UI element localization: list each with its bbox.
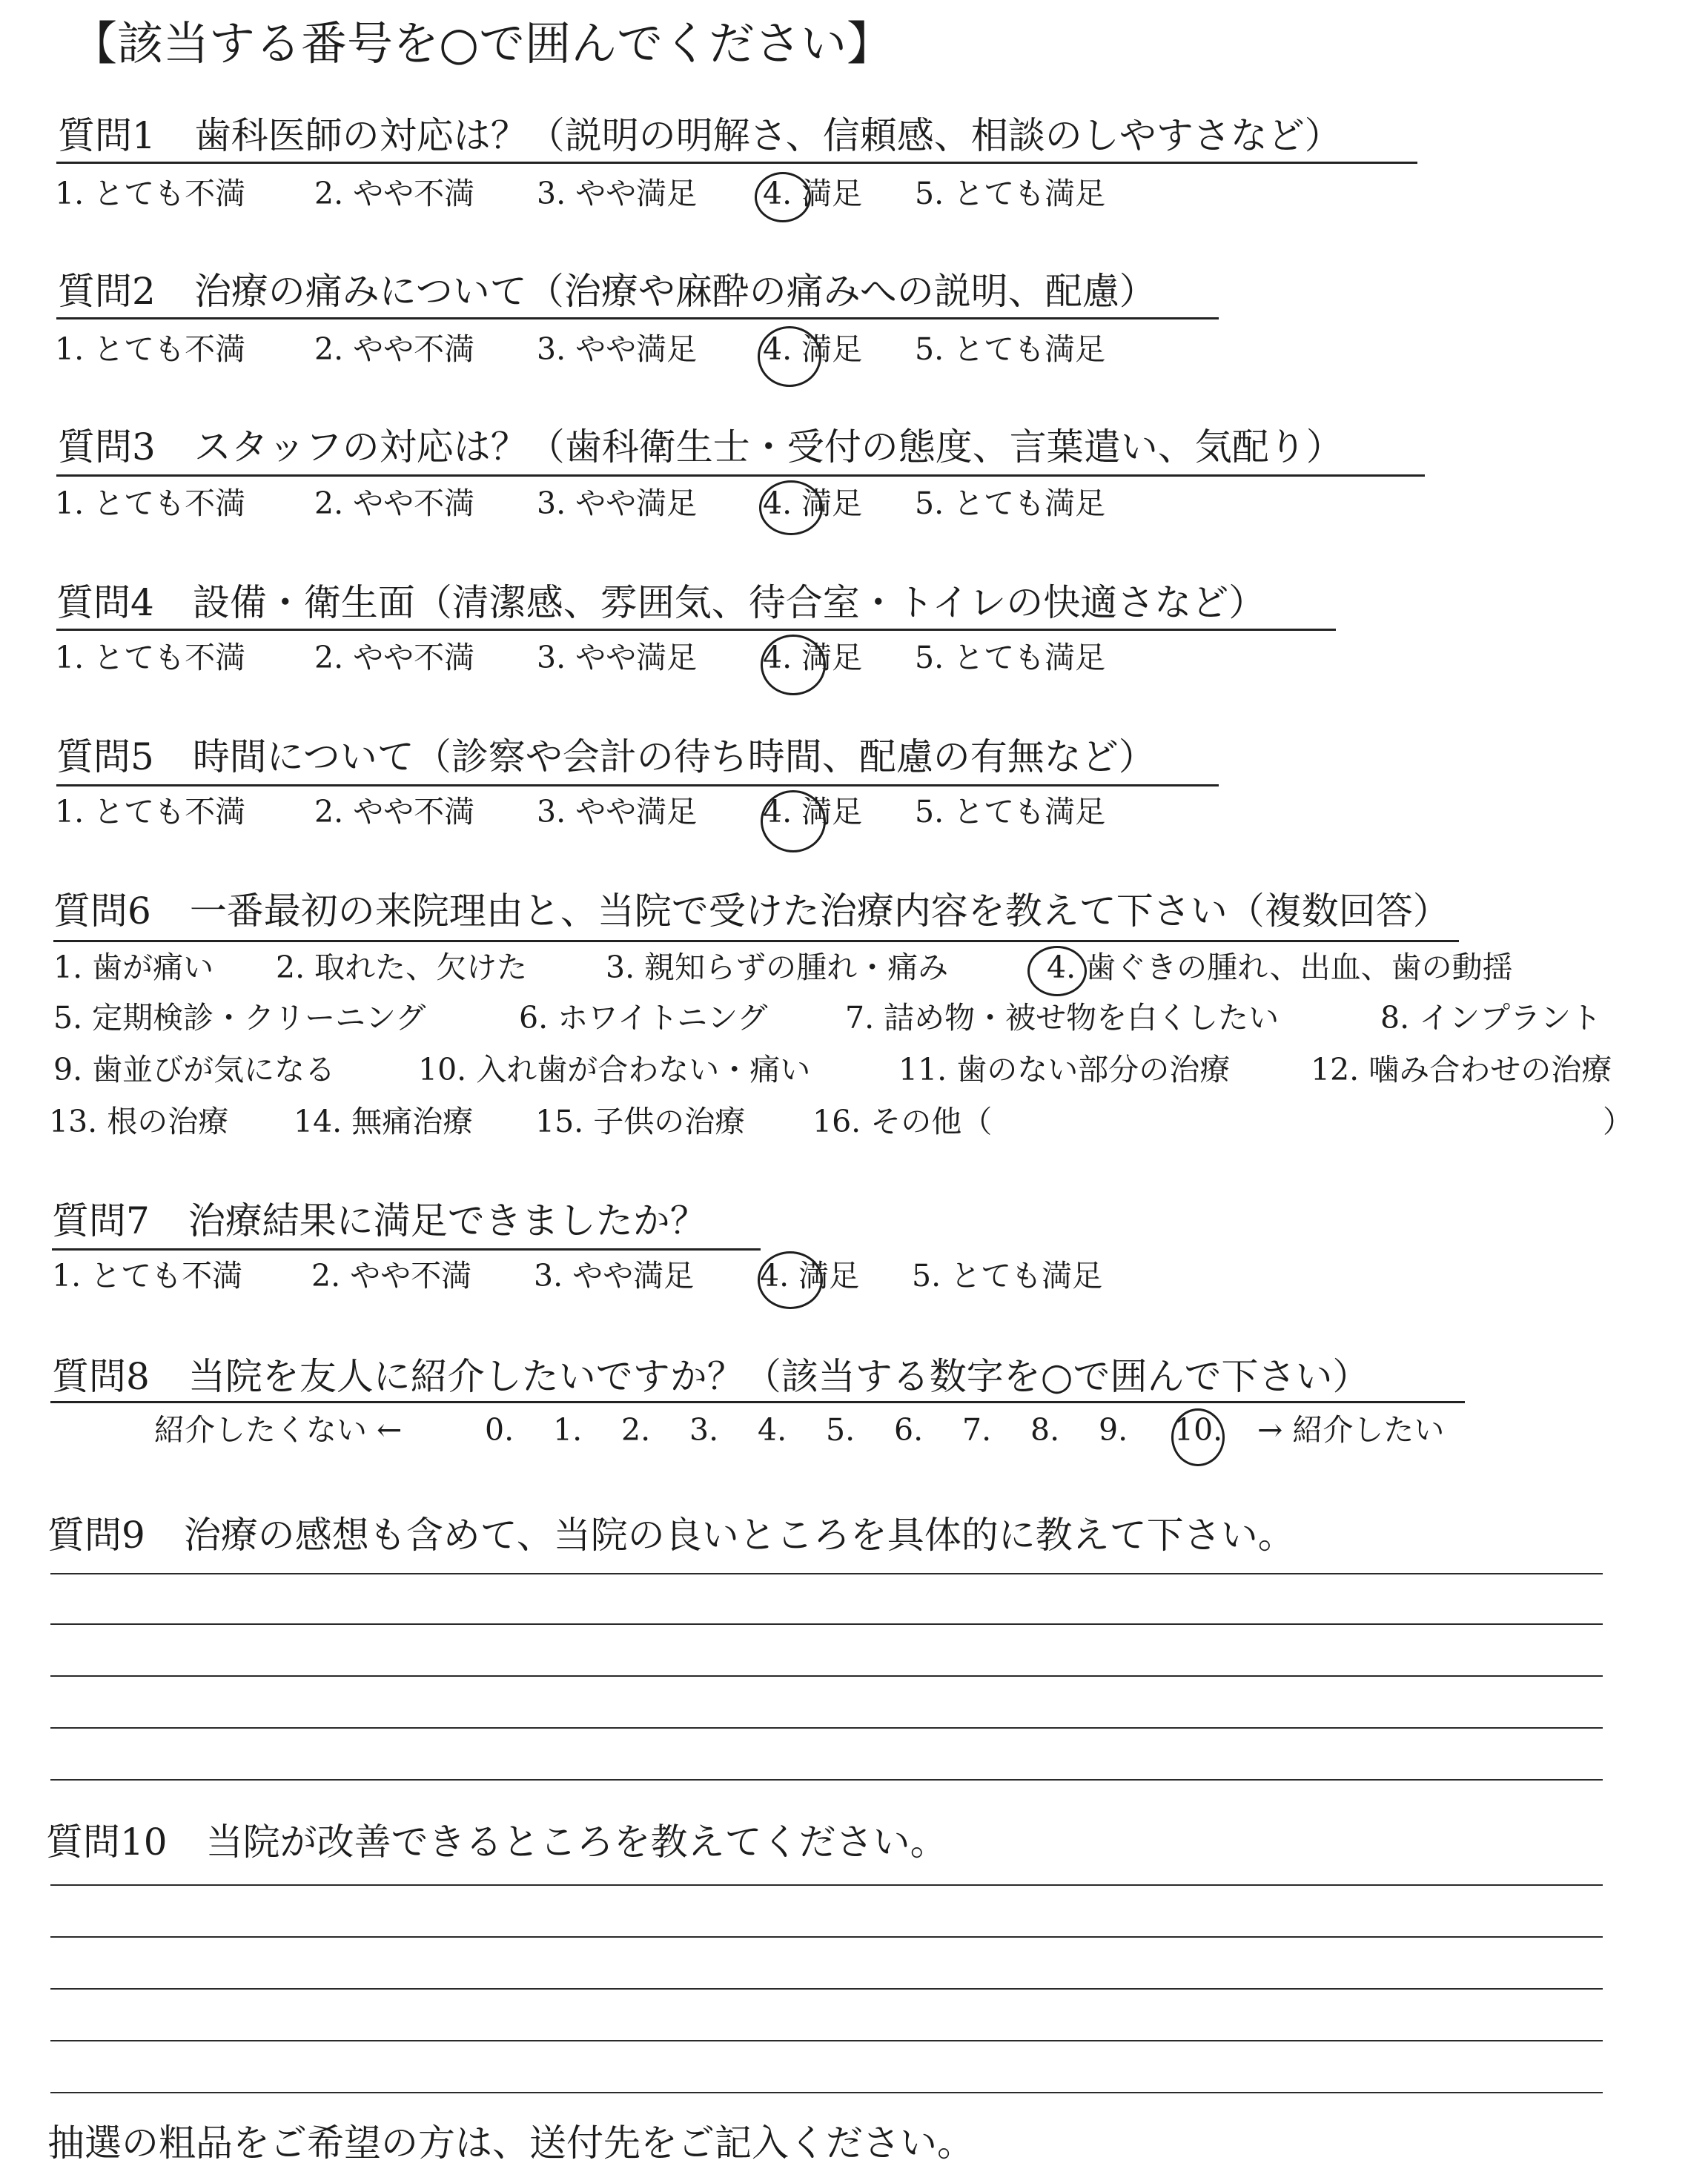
- question-text: 時間について（診察や会計の待ち時間、配慮の有無など）: [192, 735, 1156, 778]
- question-6-heading: [53, 888, 1450, 934]
- question-underline: [56, 784, 1219, 786]
- question-text: 治療の感想も含めて、当院の良いところを具体的に教えて下さい。: [183, 1514, 1295, 1557]
- reason-option[interactable]: 11. 歯のない部分の治療: [898, 1052, 1231, 1087]
- question-3-options: [55, 483, 1241, 523]
- footer-note: 抽選の粗品をご希望の方は、送付先をご記入ください。: [47, 2122, 974, 2165]
- option-3[interactable]: 3. やや満足: [537, 176, 698, 211]
- question-number: 質問10: [46, 1821, 168, 1864]
- scale-value[interactable]: 5.: [826, 1412, 855, 1448]
- option-1[interactable]: 1. とても不満: [55, 176, 246, 211]
- reason-option[interactable]: 7. 詰め物・被せ物を白くしたい: [845, 1000, 1280, 1036]
- other-close-paren: ）: [1603, 1104, 1633, 1139]
- question-text: 治療の痛みについて（治療や麻酔の痛みへの説明、配慮）: [193, 270, 1156, 313]
- scale-value[interactable]: 7.: [962, 1412, 992, 1448]
- question-4-options: [55, 637, 1241, 678]
- reason-option[interactable]: 10. 入れ歯が合わない・痛い: [418, 1052, 811, 1087]
- answer-line[interactable]: [50, 1623, 1603, 1625]
- question-underline: [56, 629, 1336, 631]
- question-underline: [52, 1248, 761, 1251]
- answer-line[interactable]: [50, 1727, 1603, 1729]
- question-6-options-row-4: [49, 1102, 1680, 1142]
- page-title: 【該当する番号を○で囲んでください】: [71, 16, 893, 70]
- option-4[interactable]: 4. 満足: [763, 794, 863, 829]
- answer-line[interactable]: [50, 1573, 1603, 1574]
- option-3[interactable]: 3. やや満足: [537, 640, 698, 675]
- scale-value[interactable]: 4.: [758, 1412, 787, 1448]
- reason-option[interactable]: 3. 親知らずの腫れ・痛み: [606, 950, 949, 985]
- option-5[interactable]: 5. とても満足: [915, 486, 1106, 521]
- question-text: スタッフの対応は？（歯科衛生士・受付の態度、言葉遣い、気配り）: [193, 425, 1343, 468]
- question-number: 質問1: [58, 114, 156, 157]
- selection-circle: [758, 326, 821, 387]
- question-number: 質問2: [58, 270, 156, 313]
- reason-option[interactable]: 1. 歯が痛い: [53, 950, 214, 985]
- question-number: 質問5: [56, 735, 154, 778]
- option-1[interactable]: 1. とても不満: [55, 331, 246, 367]
- selection-circle: [758, 1251, 823, 1309]
- scale-value[interactable]: 10.: [1174, 1412, 1223, 1448]
- selection-circle: [1027, 946, 1087, 996]
- scale-left-label: 紹介したくない ←: [154, 1412, 403, 1448]
- reason-option[interactable]: 9. 歯並びが気になる: [53, 1052, 336, 1087]
- question-underline: [56, 474, 1425, 477]
- question-number: 質問4: [56, 581, 154, 624]
- option-2[interactable]: 2. やや不満: [311, 1258, 472, 1294]
- option-3[interactable]: 3. やや満足: [537, 331, 698, 367]
- question-3-heading: [58, 424, 1343, 470]
- selection-circle: [1171, 1408, 1225, 1466]
- question-text: 歯科医師の対応は？（説明の明解さ、信頼感、相談のしやすさなど）: [193, 114, 1342, 157]
- question-text: 当院を友人に紹介したいですか？（該当する数字を○で囲んで下さい）: [188, 1355, 1370, 1398]
- question-4-heading: [56, 580, 1265, 626]
- scale-value[interactable]: 3.: [689, 1412, 719, 1448]
- scale-value[interactable]: 6.: [894, 1412, 924, 1448]
- scale-value[interactable]: 1.: [553, 1412, 583, 1448]
- question-underline: [56, 162, 1417, 164]
- reason-option[interactable]: 12. 噛み合わせの治療: [1311, 1052, 1612, 1087]
- question-2-heading: [58, 268, 1156, 314]
- question-6-options-row-2: [53, 998, 1684, 1038]
- option-5[interactable]: 5. とても満足: [915, 176, 1106, 211]
- scale-value[interactable]: 9.: [1099, 1412, 1128, 1448]
- question-number: 質問8: [52, 1355, 150, 1398]
- option-4[interactable]: 4. 満足: [760, 1258, 860, 1294]
- question-6-options-row-1: [53, 947, 1684, 987]
- option-2[interactable]: 2. やや不満: [314, 486, 475, 521]
- option-1[interactable]: 1. とても不満: [52, 1258, 243, 1294]
- question-7-options: [52, 1256, 1238, 1296]
- question-6-options-row-3: [53, 1050, 1684, 1090]
- option-4[interactable]: 4. 満足: [763, 331, 863, 367]
- question-text: 当院が改善できるところを教えてください。: [205, 1821, 947, 1864]
- question-underline: [56, 317, 1219, 319]
- reason-option[interactable]: 2. 取れた、欠けた: [276, 950, 528, 985]
- scale-value[interactable]: 2.: [621, 1412, 651, 1448]
- answer-line[interactable]: [50, 1936, 1603, 1938]
- question-10-heading: [46, 1819, 947, 1865]
- question-8-heading: [52, 1354, 1369, 1400]
- reason-option[interactable]: 14. 無痛治療: [294, 1104, 474, 1139]
- answer-line[interactable]: [50, 2092, 1603, 2093]
- option-5[interactable]: 5. とても満足: [912, 1258, 1103, 1294]
- selection-circle: [761, 790, 826, 852]
- scale-right-label: → 紹介したい: [1257, 1412, 1445, 1448]
- option-5[interactable]: 5. とても満足: [915, 794, 1106, 829]
- reason-option[interactable]: 15. 子供の治療: [535, 1104, 746, 1139]
- option-1[interactable]: 1. とても不満: [55, 794, 246, 829]
- answer-line[interactable]: [50, 1884, 1603, 1886]
- option-3[interactable]: 3. やや満足: [537, 794, 698, 829]
- selection-circle: [761, 635, 826, 695]
- question-text: 一番最初の来院理由と、当院で受けた治療内容を教えて下さい（複数回答）: [189, 890, 1450, 933]
- reason-option[interactable]: 6. ホワイトニング: [519, 1000, 768, 1036]
- question-8-scale: [154, 1410, 1637, 1450]
- option-4[interactable]: 4. 満足: [763, 640, 863, 675]
- scale-value[interactable]: 0.: [485, 1412, 514, 1448]
- question-number: 質問6: [53, 890, 151, 933]
- reason-option[interactable]: 16. その他（: [812, 1104, 993, 1139]
- question-number: 質問3: [58, 425, 156, 468]
- question-7-heading: [52, 1198, 707, 1244]
- option-3[interactable]: 3. やや満足: [537, 486, 698, 521]
- answer-line[interactable]: [50, 1779, 1603, 1781]
- question-underline: [50, 1401, 1465, 1403]
- question-5-options: [55, 792, 1241, 832]
- reason-option[interactable]: 5. 定期検診・クリーニング: [53, 1000, 426, 1036]
- answer-line[interactable]: [50, 1988, 1603, 1990]
- selection-circle: [755, 172, 811, 222]
- answer-line[interactable]: [50, 2040, 1603, 2041]
- option-4[interactable]: 4. 満足: [763, 486, 863, 521]
- question-text: 治療結果に満足できましたか？: [188, 1199, 707, 1242]
- question-1-options: [55, 173, 1241, 213]
- question-number: 質問9: [47, 1514, 145, 1557]
- option-2[interactable]: 2. やや不満: [314, 640, 475, 675]
- option-5[interactable]: 5. とても満足: [915, 640, 1106, 675]
- question-2-options: [55, 329, 1241, 369]
- question-9-heading: [47, 1512, 1295, 1558]
- option-3[interactable]: 3. やや満足: [534, 1258, 695, 1294]
- question-underline: [53, 940, 1459, 942]
- scale-value[interactable]: 8.: [1030, 1412, 1060, 1448]
- option-1[interactable]: 1. とても不満: [55, 486, 246, 521]
- option-1[interactable]: 1. とても不満: [55, 640, 246, 675]
- option-4[interactable]: 4. 満足: [763, 176, 863, 211]
- answer-line[interactable]: [50, 1675, 1603, 1677]
- option-2[interactable]: 2. やや不満: [314, 331, 475, 367]
- reason-option[interactable]: 4. 歯ぐきの腫れ、出血、歯の動揺: [1047, 950, 1513, 985]
- selection-circle: [759, 480, 823, 535]
- question-1-heading: [58, 113, 1342, 159]
- question-number: 質問7: [52, 1199, 150, 1242]
- question-text: 設備・衛生面（清潔感、雰囲気、待合室・トイレの快適さなど）: [192, 581, 1266, 624]
- reason-option[interactable]: 13. 根の治療: [49, 1104, 229, 1139]
- question-5-heading: [56, 734, 1156, 780]
- option-2[interactable]: 2. やや不満: [314, 176, 475, 211]
- option-5[interactable]: 5. とても満足: [915, 331, 1106, 367]
- option-2[interactable]: 2. やや不満: [314, 794, 475, 829]
- reason-option[interactable]: 8. インプラント: [1380, 1000, 1602, 1036]
